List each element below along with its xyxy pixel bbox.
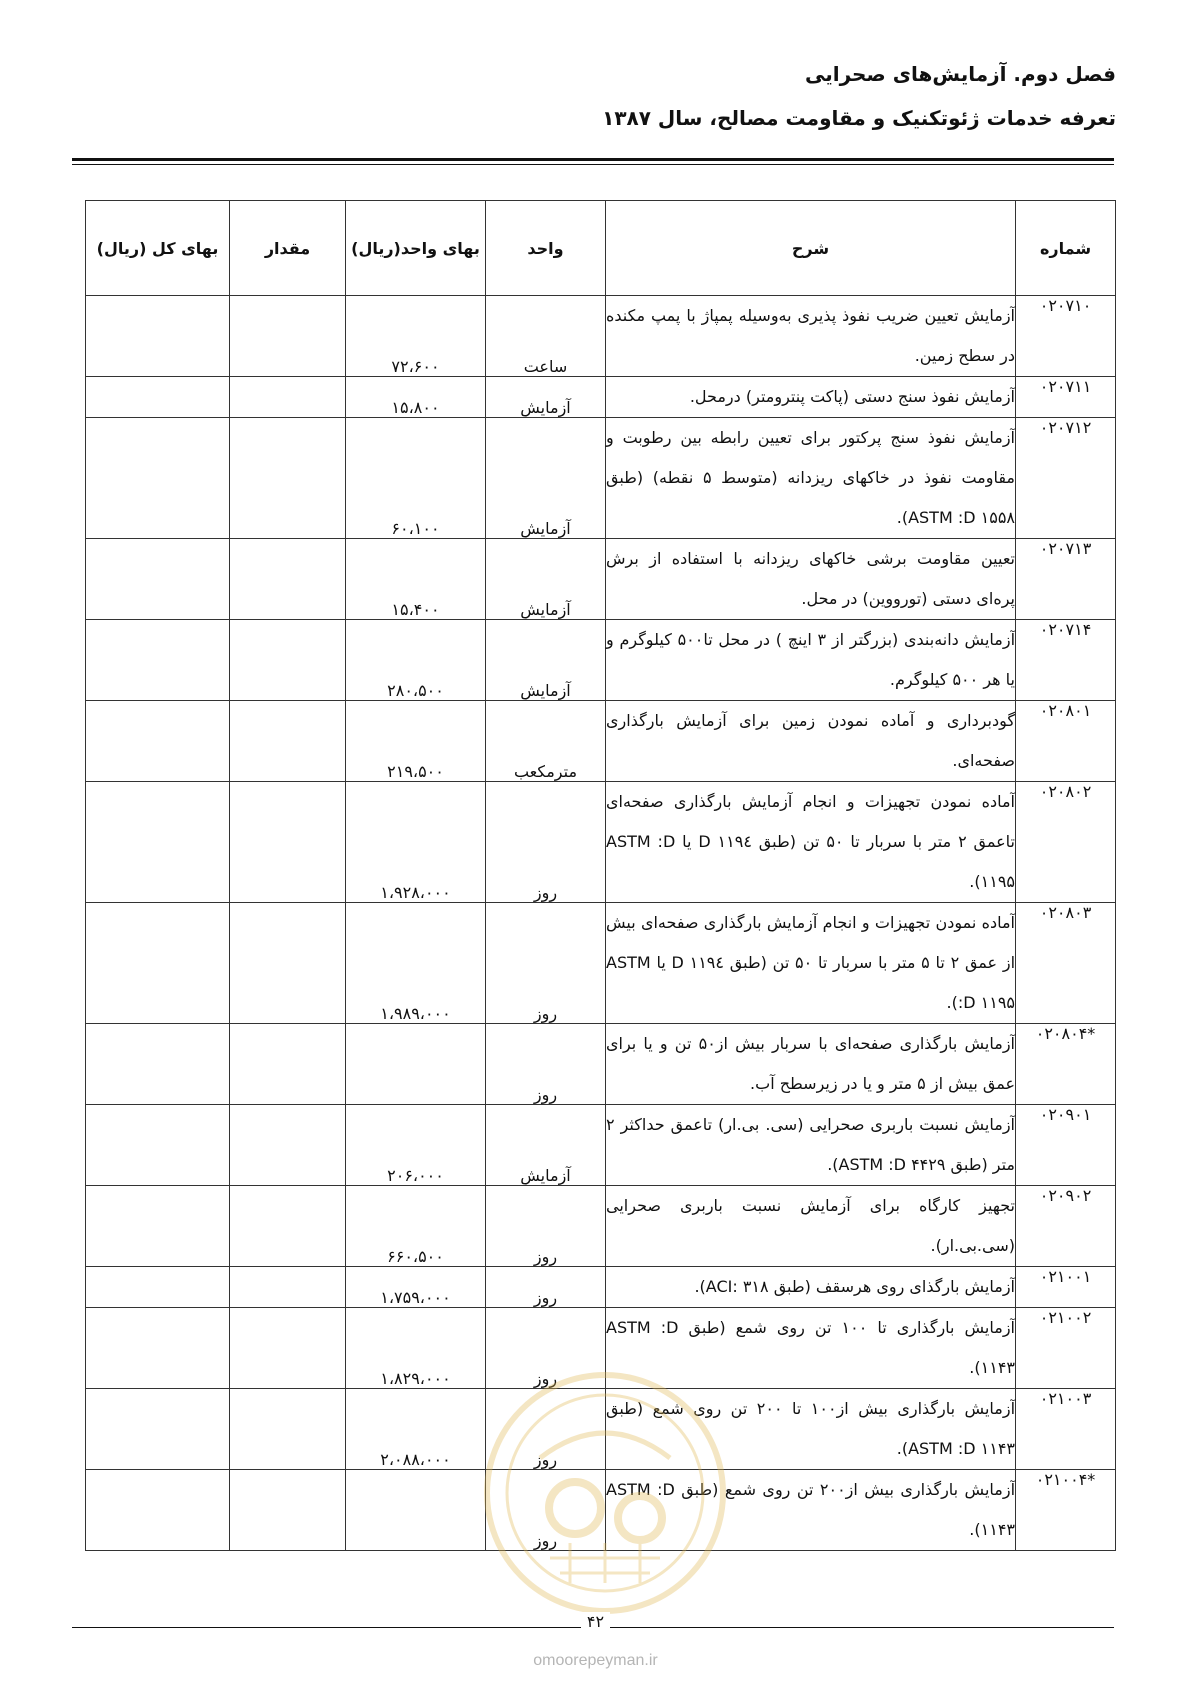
column-header-total-price: بهای کل (ریال) (86, 201, 230, 296)
row-unit-price: ۲۸۰،۵۰۰ (346, 620, 486, 701)
row-quantity (230, 903, 346, 1024)
row-description: آزمایش بارگذاری بیش از۲۰۰ تن روی شمع (طبق ASTM :D ۱۱۴۳). (606, 1470, 1016, 1551)
row-total-price (86, 296, 230, 377)
row-unit-price: ۱،۸۲۹،۰۰۰ (346, 1308, 486, 1389)
row-quantity (230, 1105, 346, 1186)
row-description: گودبرداری و آماده نمودن زمین برای آزمایش بارگذاری صفحه‌ای. (606, 701, 1016, 782)
row-total-price (86, 1267, 230, 1308)
row-unit: روز (486, 903, 606, 1024)
table-row (86, 782, 1116, 903)
column-header-description: شرح (606, 201, 1016, 296)
row-total-price (86, 1186, 230, 1267)
row-description: آماده نمودن تجهیزات و انجام آزمایش بارگذاری صفحه‌ای تاعمق ۲ متر با سربار تا ۵۰ تن (طبق D ۱۱۹٤ یا ASTM :D ۱۱۹۵). (606, 782, 1016, 903)
row-quantity (230, 701, 346, 782)
row-quantity (230, 418, 346, 539)
row-unit-price: ۶۶۰،۵۰۰ (346, 1186, 486, 1267)
row-unit: روز (486, 782, 606, 903)
table-header-row (86, 201, 1116, 296)
table-row (86, 1024, 1116, 1105)
row-total-price (86, 620, 230, 701)
table-row (86, 377, 1116, 418)
table-row (86, 1186, 1116, 1267)
row-description: آزمایش بارگذاری صفحه‌ای با سربار بیش از۵۰ تن و یا برای عمق بیش از ۵ متر و یا در زیرسطح آب. (606, 1024, 1016, 1105)
row-quantity (230, 377, 346, 418)
row-code: ۰۲۱۰۰۲ (1016, 1308, 1116, 1389)
row-unit-price: ۱،۹۸۹،۰۰۰ (346, 903, 486, 1024)
row-unit-price: ۱۵،۴۰۰ (346, 539, 486, 620)
row-code: ۰۲۱۰۰۱ (1016, 1267, 1116, 1308)
row-code: ۰۲۰۷۱۱ (1016, 377, 1116, 418)
row-quantity (230, 1024, 346, 1105)
row-unit-price: ۱،۹۲۸،۰۰۰ (346, 782, 486, 903)
row-total-price (86, 1308, 230, 1389)
row-unit: روز (486, 1186, 606, 1267)
row-description: تجهیز کارگاه برای آزمایش نسبت باربری صحرایی (سی.بی.ار). (606, 1186, 1016, 1267)
row-unit: روز (486, 1389, 606, 1470)
table-row (86, 1470, 1116, 1551)
table-row (86, 539, 1116, 620)
row-unit: آزمایش (486, 539, 606, 620)
row-description: آزمایش تعیین ضریب نفوذ پذیری به‌وسیله پمپاژ با پمپ مکنده در سطح زمین. (606, 296, 1016, 377)
row-unit-price: ۲۱۹،۵۰۰ (346, 701, 486, 782)
row-code: ۰۲۰۹۰۱ (1016, 1105, 1116, 1186)
row-code: ۰۲۰۸۰۱ (1016, 701, 1116, 782)
row-total-price (86, 418, 230, 539)
table-row (86, 418, 1116, 539)
row-code: *۰۲۰۸۰۴ (1016, 1024, 1116, 1105)
row-unit: روز (486, 1024, 606, 1105)
row-total-price (86, 377, 230, 418)
row-total-price (86, 782, 230, 903)
website-watermark (0, 1652, 1191, 1670)
table-row (86, 1267, 1116, 1308)
header-rule-thin (72, 164, 1114, 165)
row-unit-price (346, 1024, 486, 1105)
row-unit: آزمایش (486, 620, 606, 701)
column-header-quantity: مقدار (230, 201, 346, 296)
row-description: آزمایش نفوذ سنج پرکتور برای تعیین رابطه بین رطوبت و مقاومت نفوذ در خاکهای ریزدانه (متوسط ۵ نقطه) (طبق ASTM :D ۱۵۵۸). (606, 418, 1016, 539)
column-header-unit-price: بهای واحد(ریال) (346, 201, 486, 296)
row-total-price (86, 539, 230, 620)
table-row (86, 296, 1116, 377)
row-code: ۰۲۰۸۰۳ (1016, 903, 1116, 1024)
table-row (86, 620, 1116, 701)
table-row (86, 1105, 1116, 1186)
row-unit-price: ۶۰،۱۰۰ (346, 418, 486, 539)
row-unit: مترمکعب (486, 701, 606, 782)
row-quantity (230, 1389, 346, 1470)
row-quantity (230, 620, 346, 701)
row-quantity (230, 296, 346, 377)
row-quantity (230, 539, 346, 620)
row-total-price (86, 1105, 230, 1186)
table-row (86, 903, 1116, 1024)
row-unit-price: ۲۰۶،۰۰۰ (346, 1105, 486, 1186)
row-unit-price: ۲،۰۸۸،۰۰۰ (346, 1389, 486, 1470)
page-number-text: ۴۲ (581, 1612, 610, 1631)
row-description: آزمایش بارگذاری بیش از۱۰۰ تا ۲۰۰ تن روی شمع (طبق ASTM :D ۱۱۴۳). (606, 1389, 1016, 1470)
row-description: آماده نمودن تجهیزات و انجام آزمایش بارگذاری صفحه‌ای بیش از عمق ۲ تا ۵ متر با سربار تا ۵۰ تن (طبق D ۱۱۹٤ یا ASTM :D ۱۱۹۵). (606, 903, 1016, 1024)
website-text: omoorepeyman.ir (533, 1652, 658, 1669)
row-unit: روز (486, 1308, 606, 1389)
chapter-title: فصل دوم. آزمایش‌های صحرایی (804, 62, 1116, 86)
row-quantity (230, 1186, 346, 1267)
row-unit-price: ۱۵،۸۰۰ (346, 377, 486, 418)
tariff-table (85, 200, 1116, 1551)
table-row (86, 1308, 1116, 1389)
row-description: آزمایش دانه‌بندی (بزرگتر از ۳ اینچ ) در محل تا۵۰۰ کیلوگرم و یا هر ۵۰۰ کیلوگرم. (606, 620, 1016, 701)
document-subtitle: تعرفه خدمات ژئوتکنیک و مقاومت مصالح، سال ۱۳۸۷ (602, 106, 1116, 130)
row-description: آزمایش بارگذای روی هرسقف (طبق ACI: ۳۱۸). (606, 1267, 1016, 1308)
row-unit: آزمایش (486, 1105, 606, 1186)
row-quantity (230, 782, 346, 903)
row-description: تعیین مقاومت برشی خاکهای ریزدانه با استفاده از برش پره‌ای دستی (تورووین) در محل. (606, 539, 1016, 620)
column-header-unit: واحد (486, 201, 606, 296)
table-row (86, 1389, 1116, 1470)
row-total-price (86, 1024, 230, 1105)
row-total-price (86, 1389, 230, 1470)
row-code: ۰۲۰۹۰۲ (1016, 1186, 1116, 1267)
row-code: ۰۲۰۷۱۲ (1016, 418, 1116, 539)
row-code: ۰۲۱۰۰۳ (1016, 1389, 1116, 1470)
row-description: آزمایش نسبت باربری صحرایی (سی. بی.ار) تاعمق حداکثر ۲ متر (طبق ASTM :D ۴۴۲۹). (606, 1105, 1016, 1186)
row-code: *۰۲۱۰۰۴ (1016, 1470, 1116, 1551)
row-unit-price: ۷۲،۶۰۰ (346, 296, 486, 377)
row-code: ۰۲۰۷۱۳ (1016, 539, 1116, 620)
row-unit: روز (486, 1470, 606, 1551)
row-unit: آزمایش (486, 418, 606, 539)
row-quantity (230, 1470, 346, 1551)
row-code: ۰۲۰۸۰۲ (1016, 782, 1116, 903)
row-unit: روز (486, 1267, 606, 1308)
row-total-price (86, 903, 230, 1024)
row-code: ۰۲۰۷۱۴ (1016, 620, 1116, 701)
row-description: آزمایش بارگذاری تا ۱۰۰ تن روی شمع (طبق ASTM :D ۱۱۴۳). (606, 1308, 1016, 1389)
row-unit-price: ۱،۷۵۹،۰۰۰ (346, 1267, 486, 1308)
header-rule-thick (72, 158, 1114, 161)
page-number (0, 1612, 1191, 1631)
row-unit: ساعت (486, 296, 606, 377)
row-description: آزمایش نفوذ سنج دستی (پاکت پنترومتر) درمحل. (606, 377, 1016, 418)
row-total-price (86, 701, 230, 782)
row-quantity (230, 1308, 346, 1389)
row-unit: آزمایش (486, 377, 606, 418)
row-unit-price (346, 1470, 486, 1551)
row-code: ۰۲۰۷۱۰ (1016, 296, 1116, 377)
row-quantity (230, 1267, 346, 1308)
table-row (86, 701, 1116, 782)
row-total-price (86, 1470, 230, 1551)
page-header (76, 62, 1116, 130)
column-header-code: شماره (1016, 201, 1116, 296)
